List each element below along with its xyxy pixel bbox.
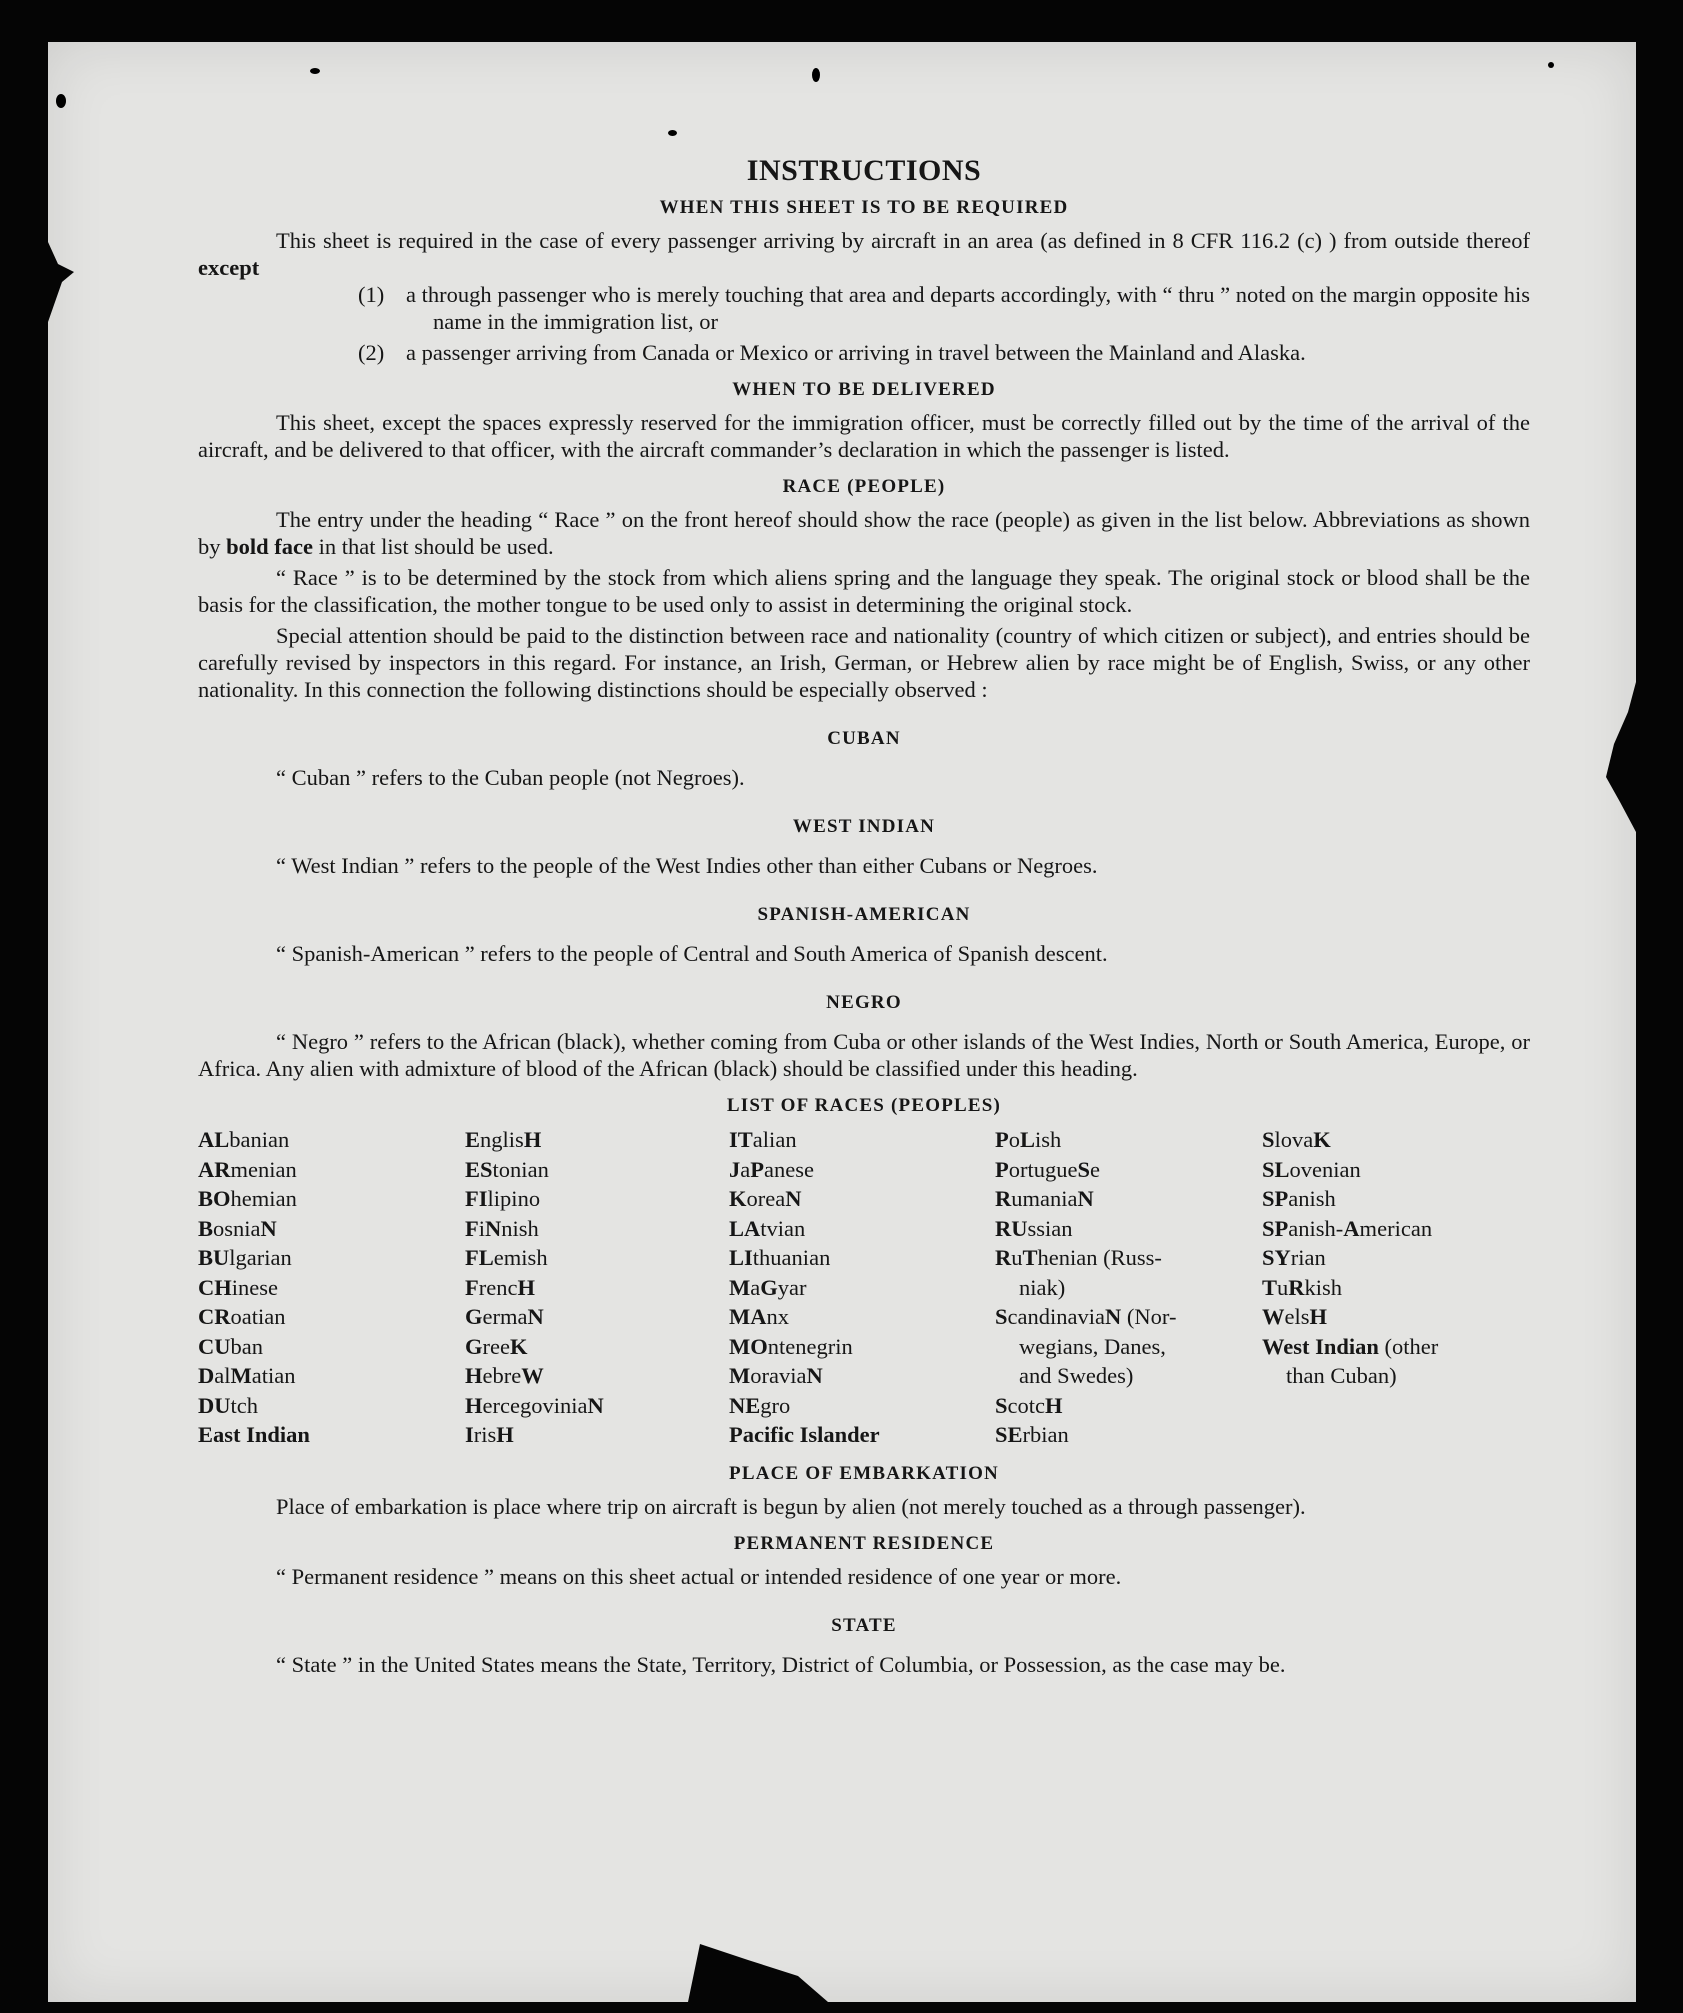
except-bold: except (198, 255, 260, 280)
race-entry: wegians, Danes, (1019, 1333, 1166, 1359)
bold-face-label: bold face (226, 534, 313, 559)
race-p1-start: The entry under the heading “ Race ” on the front hereof should show the race (people) as given in the list below. Abbreviations as shown by (198, 507, 1530, 559)
race-entry: ARmenian (198, 1156, 297, 1182)
race-paragraph-2: “ Race ” is to be determined by the stock from which aliens spring and the language they speak. The original stock or blood shall be the basis for the classification, the mother tongue to be used only to assist in determining the original stock. (198, 565, 1530, 617)
race-entry: KoreaN (729, 1186, 802, 1211)
heading-west-indian: WEST INDIAN (792, 816, 936, 837)
races-column (995, 1125, 1262, 1450)
race-entry: ScotcH (995, 1392, 1063, 1418)
when-delivered-text: This sheet, except the spaces expressly reserved for the immigration officer, must be correctly filled out by the time of the arrival of the aircraft, and be delivered to that officer, with the aircraft commander’s declaration in which the passenger is listed. (198, 410, 1530, 462)
condition-text: a through passenger who is merely touching that area and departs accordingly, with “ thru ” noted on the margin opposite his name in the immigration list, or (406, 282, 1530, 334)
race-entry: SYrian (1262, 1245, 1326, 1270)
race-entry: DalMatian (198, 1363, 296, 1388)
heading-list-of-races: LIST OF RACES (PEOPLES) (726, 1095, 1002, 1116)
race-entry: SLovenian (1262, 1156, 1361, 1182)
race-entry: West Indian (other (1262, 1333, 1439, 1359)
cuban-text: “ Cuban ” refers to the Cuban people (not Negroes). (276, 765, 745, 790)
race-entry: RuThenian (Russ- (995, 1245, 1162, 1270)
race-entry: GermaN (465, 1304, 544, 1329)
race-entry: GreeK (465, 1333, 528, 1359)
race-entry: TuRkish (1262, 1274, 1343, 1300)
race-entry: BosniaN (198, 1215, 277, 1241)
race-entry: niak) (1019, 1274, 1066, 1300)
document-page (48, 42, 1636, 2002)
race-entry: HercegoviniaN (465, 1392, 604, 1418)
race-entry: SErbian (995, 1422, 1069, 1447)
race-entry: IrisH (465, 1422, 514, 1447)
race-paragraph-1 (198, 506, 1530, 560)
when-required-intro (198, 227, 1530, 281)
condition-text: a passenger arriving from Canada or Mexico or arriving in travel between the Mainland and Alaska. (406, 340, 1306, 365)
race-entry: BUlgarian (198, 1245, 292, 1270)
races-list (198, 1125, 1530, 1450)
race-entry: FrencH (465, 1274, 536, 1300)
race-entry: and Swedes) (1019, 1363, 1134, 1388)
heading-when-required: WHEN THIS SHEET IS TO BE REQUIRED (659, 197, 1069, 218)
race-entry: MoraviaN (729, 1363, 823, 1388)
race-entry: DUtch (198, 1392, 259, 1418)
race-entry: FiNnish (465, 1215, 539, 1241)
race-entry: EStonian (465, 1156, 549, 1182)
race-entry: EnglisH (465, 1127, 542, 1152)
race-entry: SlovaK (1262, 1127, 1331, 1152)
condition-text-wrap (406, 339, 1530, 366)
heading-spanish-american: SPANISH-AMERICAN (757, 904, 971, 925)
races-column (198, 1125, 465, 1450)
race-entry: SPanish-American (1262, 1215, 1433, 1241)
race-paragraph-3: Special attention should be paid to the distinction between race and nationality (country of which citizen or subject), and entries should be carefully revised by inspectors in this regard. For instance, an Irish, German, or Hebrew alien by race might be of English, Swiss, or any other nationality. In this connection the following distinctions should be especially observed : (198, 623, 1530, 702)
heading-negro: NEGRO (826, 992, 902, 1013)
race-entry: LIthuanian (729, 1245, 831, 1270)
race-entry: CHinese (198, 1274, 279, 1300)
race-entry: than Cuban) (1286, 1363, 1397, 1388)
race-entry: FLemish (465, 1245, 548, 1270)
ink-speck (668, 130, 677, 136)
race-entry: BOhemian (198, 1186, 297, 1211)
race-entry: HebreW (465, 1363, 544, 1388)
race-entry: MAnx (729, 1304, 789, 1329)
race-entry: WelsH (1262, 1304, 1328, 1329)
race-entry: PortugueSe (995, 1156, 1101, 1182)
heading-place-of-embarkation: PLACE OF EMBARKATION (729, 1462, 999, 1484)
condition-text-wrap (406, 281, 1530, 335)
heading-when-delivered: WHEN TO BE DELIVERED (732, 379, 996, 400)
races-column (729, 1125, 995, 1450)
west-indian-text: “ West Indian ” refers to the people of the West Indies other than either Cubans or Negroes. (276, 853, 1098, 878)
race-p1-end: in that list should be used. (318, 534, 554, 559)
race-entry: ALbanian (198, 1127, 290, 1152)
permanent-residence-text: “ Permanent residence ” means on this sheet actual or intended residence of one year or more. (276, 1563, 1122, 1589)
ink-speck (310, 68, 320, 74)
race-entry: CUban (198, 1333, 263, 1359)
condition-item (358, 281, 1530, 335)
race-entry: MaGyar (729, 1274, 807, 1300)
condition-item (358, 339, 1530, 366)
page-title: INSTRUCTIONS (746, 154, 982, 187)
race-entry: PoLish (995, 1127, 1062, 1152)
torn-edge-left (48, 242, 74, 322)
race-entry: East Indian (198, 1422, 310, 1447)
race-entry: LAtvian (729, 1215, 806, 1241)
race-entry: Pacific Islander (729, 1422, 880, 1447)
race-entry: ITalian (729, 1127, 797, 1152)
heading-cuban: CUBAN (827, 728, 901, 749)
race-entry: RUssian (995, 1215, 1073, 1241)
place-of-embarkation-text: Place of embarkation is place where trip on aircraft is begun by alien (not merely touched as a through passenger). (276, 1493, 1306, 1519)
race-entry: RumaniaN (995, 1186, 1094, 1211)
torn-edge-right (1606, 682, 1636, 832)
race-entry: FIlipino (465, 1186, 541, 1211)
heading-permanent-residence: PERMANENT RESIDENCE (733, 1532, 995, 1554)
race-entry: CRoatian (198, 1304, 286, 1329)
state-text: “ State ” in the United States means the State, Territory, District of Columbia, or Possession, as the case may be. (276, 1651, 1286, 1677)
races-column (465, 1125, 729, 1450)
ink-speck (812, 68, 820, 82)
spanish-american-text: “ Spanish-American ” refers to the people of Central and South America of Spanish descent. (276, 941, 1108, 966)
intro-text: This sheet is required in the case of every passenger arriving by aircraft in an area (as defined in 8 CFR 116.2 (c) ) from outside thereof (276, 228, 1530, 253)
ink-speck (56, 94, 66, 108)
race-entry: MOntenegrin (729, 1333, 853, 1359)
race-entry: SPanish (1262, 1186, 1336, 1211)
negro-text: “ Negro ” refers to the African (black), whether coming from Cuba or other islands of the West Indies, North or South America, Europe, or Africa. Any alien with admixture of blood of the African (black) should be classified under this heading. (198, 1029, 1530, 1081)
ink-speck (1548, 62, 1554, 68)
instructions-body (198, 154, 1530, 1682)
race-entry: NEgro (729, 1392, 791, 1418)
race-entry: JaPanese (729, 1156, 815, 1182)
condition-number: (2) (358, 340, 385, 365)
heading-race: RACE (PEOPLE) (782, 476, 946, 497)
heading-state: STATE (831, 1614, 897, 1636)
torn-edge-bottom (688, 1924, 828, 2002)
condition-number: (1) (358, 282, 385, 307)
races-column (1262, 1125, 1532, 1450)
race-entry: ScandinaviaN (Nor- (995, 1304, 1177, 1329)
